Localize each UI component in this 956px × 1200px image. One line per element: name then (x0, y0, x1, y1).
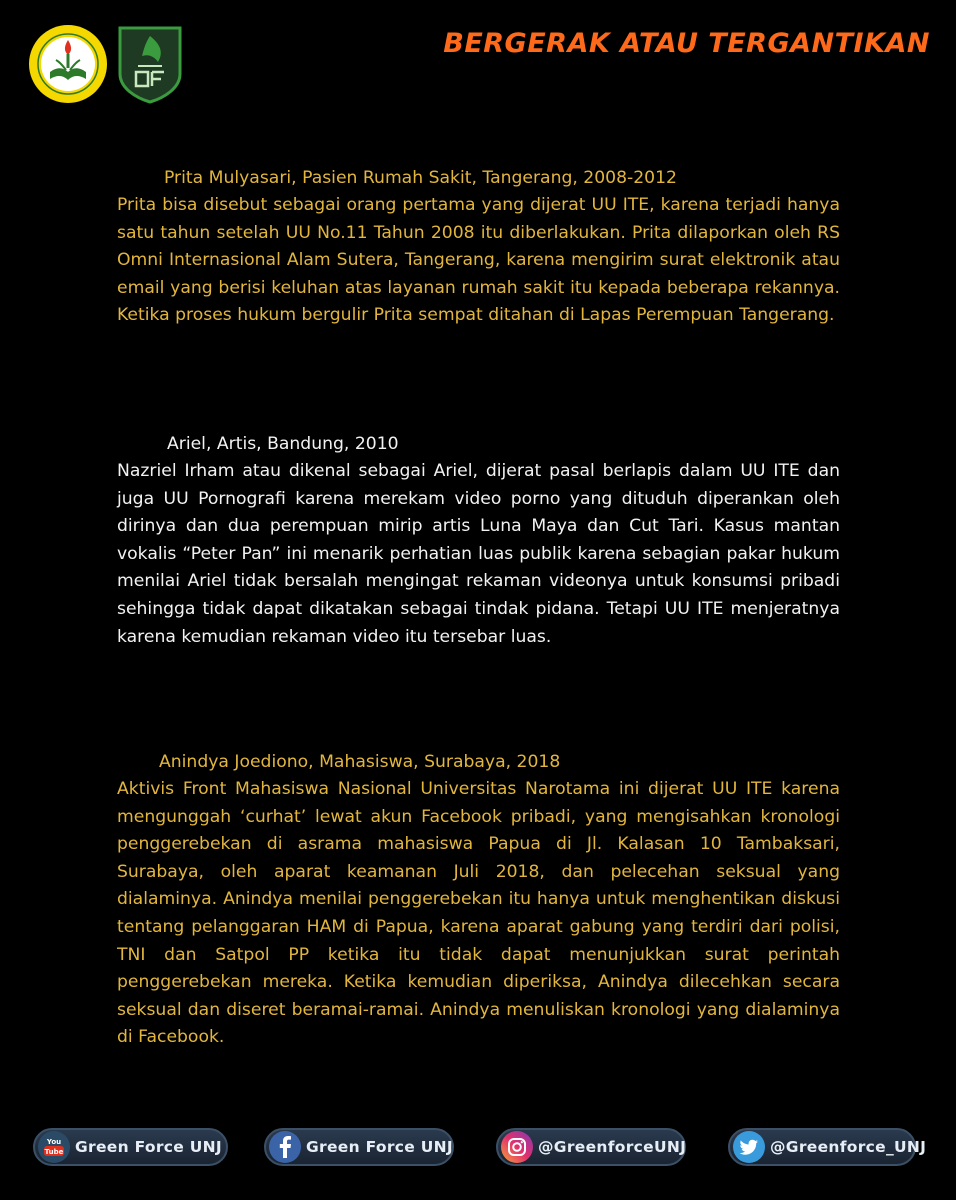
story-body: Prita bisa disebut sebagai orang pertama yang dijerat UU ITE, karena terjadi hanya satu tahun setelah UU No.11 Tahun 2008 itu diberlakukan. Prita dilaporkan oleh RS Omni Internasional Alam Sutera, Tangerang, karena mengirim surat elektronik atau email yang berisi keluhan atas layanan rumah sakit itu kepada beberapa rekannya. Ketika proses hukum bergulir Prita sempat ditahan di Lapas Perempuan Tangerang. (117, 195, 840, 326)
story-body: Aktivis Front Mahasiswa Nasional Universitas Narotama ini dijerat UU ITE karena mengunggah ‘curhat’ lewat akun Facebook pribadi, yang mengisahkan kronologi penggerebekan di asrama mahasiswa Papua di Jl. Kalasan 10 Tambaksari, Surabaya, oleh aparat keamanan Juli 2018, dan pelecehan seksual yang dialaminya. Anindya menilai penggerebekan itu hanya untuk menghentikan diskusi tentang pelanggaran HAM di Papua, karena aparat gabung yang terdiri dari polisi, TNI dan Satpol PP ketika itu tidak dapat menunjukkan surat perintah penggerebekan mereka. Ketika kemudian diperiksa, Anindya dilecehkan secara seksual dan diseret beramai-ramai. Anindya menuliskan kronologi yang dialaminya di Facebook. (117, 779, 840, 1048)
story-title: Prita Mulyasari, Pasien Rumah Sakit, Tangerang, 2008-2012 (164, 168, 677, 188)
twitter-icon (732, 1130, 766, 1164)
story-anindya (117, 748, 840, 1052)
instagram-link[interactable] (496, 1128, 686, 1166)
green-force-logo (114, 22, 186, 104)
story-prita (117, 164, 840, 330)
svg-text:Tube: Tube (44, 1148, 64, 1156)
unj-logo (28, 24, 108, 104)
youtube-icon (37, 1130, 71, 1164)
social-label: @Greenforce_UNJ (770, 1138, 927, 1156)
tagline: BERGERAK ATAU TERGANTIKAN (443, 28, 930, 59)
story-ariel (117, 430, 840, 651)
social-label: @GreenforceUNJ (538, 1138, 687, 1156)
header (0, 0, 956, 110)
svg-text:You: You (46, 1138, 62, 1146)
social-label: Green Force UNJ (75, 1138, 222, 1156)
facebook-icon (268, 1130, 302, 1164)
youtube-link[interactable] (33, 1128, 228, 1166)
story-title: Anindya Joediono, Mahasiswa, Surabaya, 2018 (159, 752, 561, 772)
twitter-link[interactable] (728, 1128, 927, 1166)
social-label: Green Force UNJ (306, 1138, 453, 1156)
instagram-icon (500, 1130, 534, 1164)
story-title: Ariel, Artis, Bandung, 2010 (167, 434, 399, 454)
story-body: Nazriel Irham atau dikenal sebagai Ariel, dijerat pasal berlapis dalam UU ITE dan juga UU Pornografi karena merekam video porno yang dituduh diperankan oleh dirinya dan dua perempuan mirip artis Luna Maya dan Cut Tari. Kasus mantan vokalis “Peter Pan” ini menarik perhatian luas publik karena sebagian pakar hukum menilai Ariel tidak bersalah mengingat rekaman videonya untuk konsumsi pribadi sehingga tidak dapat dikatakan sebagai tindak pidana. Tetapi UU ITE menjeratnya karena kemudian rekaman video itu tersebar luas. (117, 461, 840, 647)
facebook-link[interactable] (264, 1128, 454, 1166)
footer (0, 1122, 956, 1178)
